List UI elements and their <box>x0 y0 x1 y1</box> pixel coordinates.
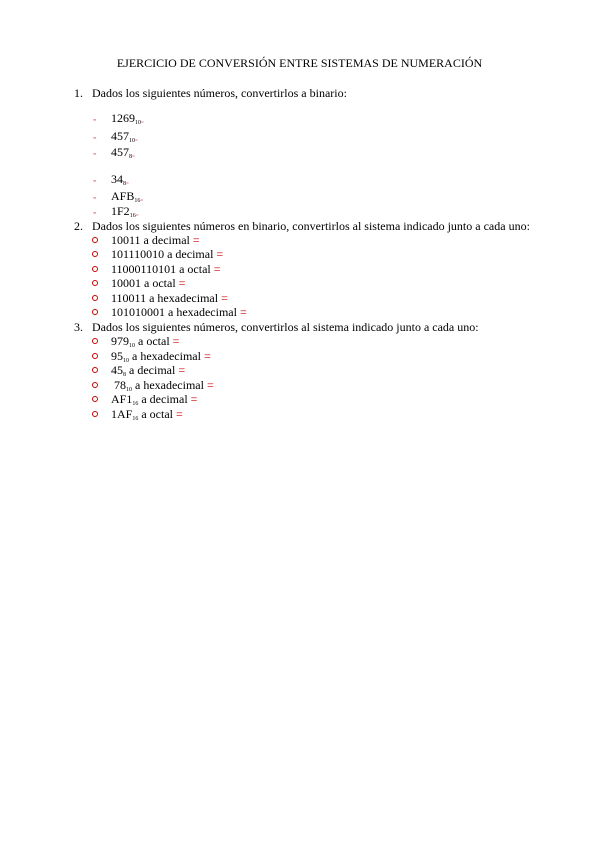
q1-item-5: $AFB_{16}=$ <box>111 189 144 204</box>
q1-item-4: $34_8=$ <box>111 172 129 187</box>
q3-item-3: $45_8$ a decimal = <box>111 363 186 378</box>
bullet-circle-icon <box>92 280 98 286</box>
bullet-circle-icon <box>92 295 98 301</box>
question-2 <box>74 219 530 234</box>
question-1 <box>74 86 347 101</box>
question-3-text: Dados los siguientes números, convertirlos al sistema indicado junto a cada uno: <box>92 320 479 334</box>
page-title: EJERCICIO DE CONVERSIÓN ENTRE SISTEMAS DE NUMERACIÓN <box>116 56 483 70</box>
bullet-marker: = <box>93 211 97 217</box>
question-3 <box>74 320 479 335</box>
q1-item-2: $457_{10}=$ <box>111 129 138 144</box>
bullet-circle-icon <box>92 367 98 373</box>
question-1-number: 1. <box>74 86 83 100</box>
q2-item-4: 10001 a octal = <box>111 276 186 290</box>
q2-item-2: 101110010 a decimal = <box>111 247 224 261</box>
bullet-marker: = <box>93 179 97 185</box>
bullet-circle-icon <box>92 338 98 344</box>
q3-item-6: $1AF_{16}$ a octal = <box>111 407 183 422</box>
bullet-marker: = <box>93 152 97 158</box>
q1-item-1: $1269_{10}=$ <box>111 111 144 126</box>
question-2-text: Dados los siguientes números en binario, convertirlos al sistema indicado junto a cada uno: <box>92 219 530 233</box>
q3-item-2: $95_{10}$ a hexadecimal = <box>111 349 211 364</box>
bullet-circle-icon <box>92 251 98 257</box>
q2-item-5: 110011 a hexadecimal = <box>111 291 228 305</box>
bullet-circle-icon <box>92 382 98 388</box>
question-3-number: 3. <box>74 320 83 334</box>
bullet-circle-icon <box>92 309 98 315</box>
bullet-marker: = <box>93 118 97 124</box>
q2-item-3: 11000110101 a octal = <box>111 262 221 276</box>
bullet-marker: = <box>93 196 97 202</box>
question-2-number: 2. <box>74 219 83 233</box>
bullet-circle-icon <box>92 396 98 402</box>
bullet-marker: = <box>93 136 97 142</box>
q2-item-6: 101010001 a hexadecimal = <box>111 305 247 319</box>
bullet-circle-icon <box>92 266 98 272</box>
q1-item-6: $1F2_{16}=$ <box>111 204 139 219</box>
question-1-text: Dados los siguientes números, convertirlos a binario: <box>92 86 347 100</box>
q3-item-4: $78_{10}$ a hexadecimal = <box>114 378 214 393</box>
bullet-circle-icon <box>92 237 98 243</box>
q3-item-1: $979_{10}$ a octal = <box>111 334 180 349</box>
q1-item-3: $457_8=$ <box>111 145 135 160</box>
bullet-circle-icon <box>92 411 98 417</box>
q3-item-5: $AF1_{16}$ a decimal = <box>111 392 198 407</box>
bullet-circle-icon <box>92 353 98 359</box>
q2-item-1: 10011 a decimal = <box>111 233 200 247</box>
